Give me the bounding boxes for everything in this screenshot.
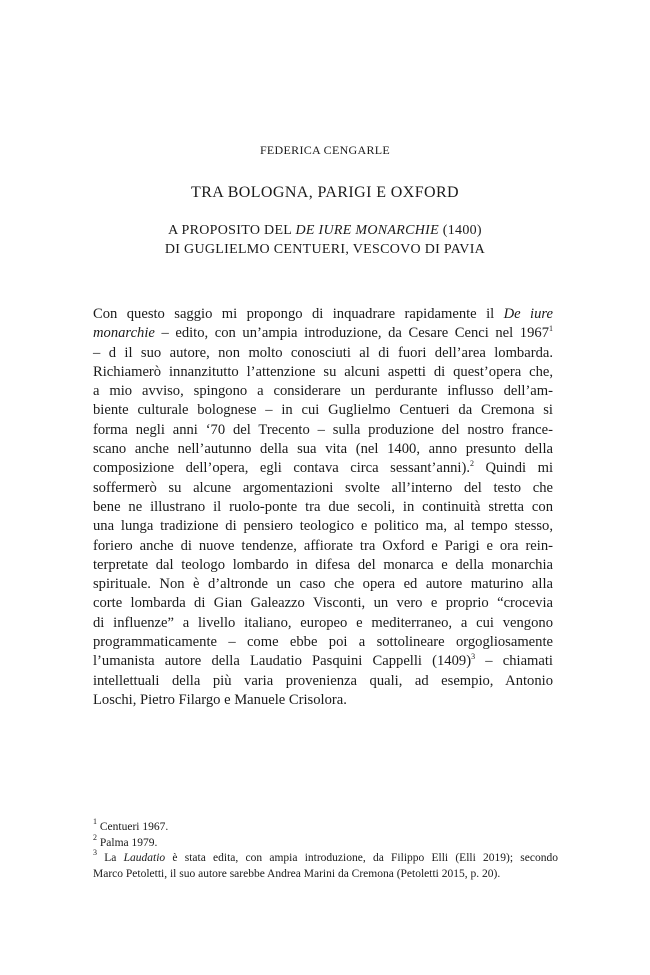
paragraph-line: intellettuali della più varia provenienza quali, ad esempio, Antonio [93,672,553,689]
paragraph-line: forma negli anni ‘70 del Trecento – sulla produzione del nostro france- [93,421,553,438]
paragraph-line [93,652,553,671]
paragraph-line: una lunga tradizione di pensiero teologico e politico ma, al tempo stesso, [93,518,553,535]
subtitle-work-title: DE IURE MONARCHIE [295,223,439,238]
footnote-text: La [97,852,124,864]
paragraph-line: Loschi, Pietro Filargo e Manuele Crisolora. [93,691,347,708]
footnote-text: è stata edita, con ampia introduzione, da Filippo Elli (Elli 2019); secondo [165,852,558,864]
text: – edito, con un’ampia introduzione, da Cesare Cenci nel 1967 [154,325,549,342]
footnote-ref[interactable]: 2 [469,459,474,469]
footnote-text: Centueri 1967. [97,821,169,833]
author-name: FEDERICA CENGARLE [259,143,391,157]
work-title: monarchie [93,325,155,342]
paragraph-line: biente culturale bolognese – in cui Guglielmo Centueri da Cremona si [93,402,553,419]
article-title: TRA BOLOGNA, PARIGI E OXFORD [191,184,459,201]
text: – chiamati [475,653,553,670]
paragraph-line: bene ne illustrano il ruolo-ponte tra due secoli, in continuità stretta con [93,498,553,515]
footnote-ref[interactable]: 1 [549,324,553,334]
footnotes [93,817,558,882]
work-title: Laudatio [123,852,166,864]
paragraph-line: corte lombarda di Gian Galeazzo Visconti, un vero e proprio “crocevia [93,595,553,612]
subtitle-text: A PROPOSITO DEL [168,223,296,238]
footnote-mark: 2 [93,832,97,842]
paragraph-line [93,459,553,478]
footnote-3 [93,848,558,882]
subtitle-line-1 [0,221,650,240]
footnote-text: Marco Petoletti, il suo autore sarebbe Andrea Marini da Cremona (Petoletti 2015, p. 20). [93,867,501,880]
paragraph-line: terpretate dal teologo lombardo in difesa del monarca e della monarchia [93,556,553,573]
paragraph-line: foriero anche di nuove tendenze, affiorate tra Oxford e Parigi e ora rein- [93,537,553,554]
paragraph-line: – d il suo autore, non molto conosciuti al di fuori dell’area lombarda. [93,344,553,361]
paragraph-line: programmaticamente – come ebbe poi a sottolineare orgogliosamente [93,634,553,651]
footnote-mark: 1 [93,817,97,826]
footnote-1 [93,817,558,836]
paragraph-line: spirituale. Non è d’altronde un caso che opera ed autore maturino alla [93,576,553,593]
subtitle-line-2: DI GUGLIELMO CENTUERI, VESCOVO DI PAVIA [164,242,486,257]
footnote-text: Palma 1979. [97,836,158,849]
footnote-mark: 3 [93,848,97,857]
body-paragraph [93,305,553,710]
subtitle-text: (1400) [438,223,482,238]
paragraph-line: Richiamerò innanzitutto l’attenzione su alcuni aspetti di quest’opera che, [93,363,553,380]
paragraph-line: a mio avviso, spingono a considerare un perdurante influsso dell’am- [93,383,553,400]
article-subtitle [0,221,650,259]
text: composizione dell’opera, egli contava circa sessant’anni). [93,460,470,477]
footnote-ref[interactable]: 3 [471,652,476,662]
footnote-2 [93,832,558,852]
text: Quindi mi [473,460,553,477]
paragraph-line: di influenze” a livello italiano, europeo e mediterraneo, a cui vengono [93,614,553,631]
paragraph-line [93,324,553,343]
paragraph-line: soffermerò su alcune argomentazioni svolte all’interno del testo che [93,479,553,496]
paragraph-line [93,305,553,324]
text: Con questo saggio mi propongo di inquadrare rapidamente il [93,306,504,322]
work-title: De iure [503,306,553,322]
paragraph-line: scano anche nell’autunno della sua vita (nel 1400, anno presunto della [93,441,553,458]
text: l’umanista autore della Laudatio Pasquini Cappelli (1409) [93,653,472,670]
